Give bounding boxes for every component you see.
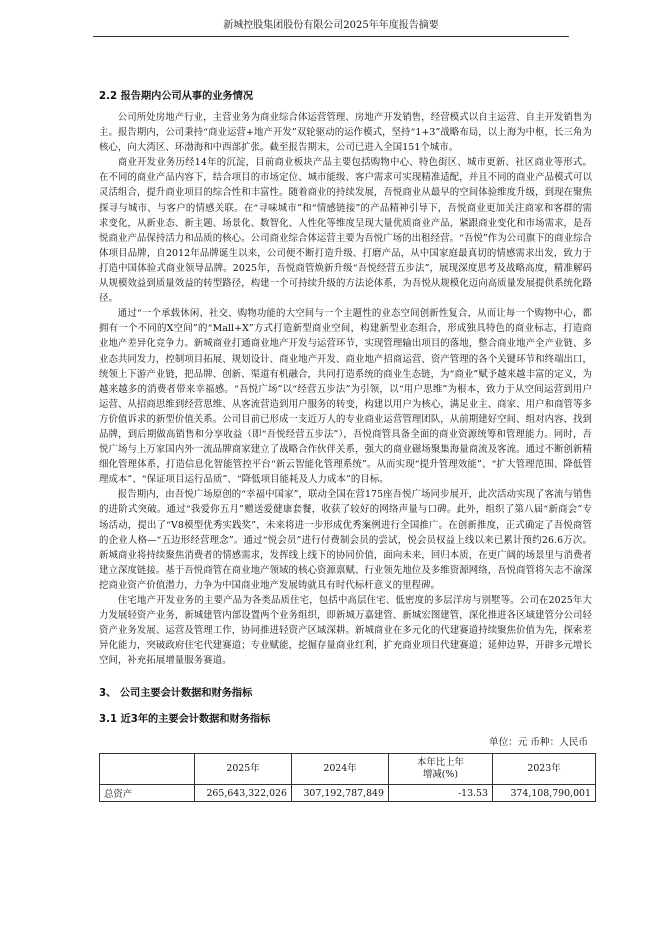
- paragraph-mall-x: 通过“一个承载休闲、社交、购物功能的大空间与一个主题性的业态空间创新性复合，从而让每一个购物中心，都拥有一个不同的X空间”的“Mall+X”方式打造新型商业空间，构建新型业态组合，形成独具特色的商业标志，打造商业地产差异化竞争力。新城商业打通商业地产开发与运营环节，实现管理输出项目的落地，整合商业地产全产业链、多业态共同发力，控制项目拓展、规划设计、商业地产开发、商业地产招商运营、资产管理的各个关键环节和终端出口，统领上下游产业链，把品牌、创新、渠道有机融合，共同打造系统的商业生态链，为“商业”赋予越来越丰富的定义，为越来越多的消费者带来幸福感。“吾悦广场”以“经营五步法”为引领，以“用户思维”为根本，致力于从空间运营到用户运营、从招商思维到经营思维、从客流营造到用户服务的转变，构建以用户为核心，满足业主、商家、用户和商管等多方价值诉求的新型价值关系。公司目前已形成一支近万人的专业商业运营管理团队，从前期建好空间、组对内容、找到品牌，到后期做高销售和分享收益（即“吾悦经营五步法”），吾悦商管具备全面的商业资源统筹和管理能力。同时，吾悦广场与上万家国内外一流品牌商家建立了战略合作伙伴关系，强大的商业磁场聚集海量商流及客流。通过不断创新精细化管理体系，打造信息化智能管控平台“新云智能化管理系统”。从而实现“提升管理效能”、“扩大管理范围、降低管理成本”、“保证项目运行品质”、“降低项目能耗及人力成本”的目标。: [99, 308, 593, 486]
- section-3-1-heading: 3.1 近3年的主要会计数据和财务指标: [99, 714, 271, 726]
- paragraph-commercial-development: 商业开发业务历经14年的沉淀，目前商业板块产品主要包括购物中心、特色街区、城市更新、社区商业等形式。在不同的商业产品内容下，结合项目的市场定位、城市能级、客户需求可实现精准适配，并且不同的商业产品模式可以灵活组合，提升商业项目的综合性和丰富性。随着商业的持续发展，吾悦商业从最早的空间体验维度升级，到现在聚焦探寻与城市、与客户的情感关联。在“寻味城市”和“情感链接”的产品精神引导下，吾悦商业更加关注商家和客群的需求变化，从新业态、新主题、场景化、数智化、人性化等维度呈现大量优质商业产品，紧跟商业变化和市场需求，是吾悦商业产品保持活力和品质的核心。公司商业综合体运营主要为吾悦广场的出租经营。“吾悦”作为公司旗下的商业综合体项目品牌，自2012年品牌诞生以来，公司便不断打造升级、打磨产品，从中国家庭最真切的情感需求出发，致力于打造中国体验式商业领导品牌。2025年，吾悦商管焕新升级“吾悦经营五步法”，展现深度思考及战略高度，精准解码从规模效益到质量效益的转型路径，构建一个可持续升级的方法论体系，为吾悦从规模化迈向高质量发展提供系统化路径。: [99, 157, 593, 305]
- table-header-cell: 2025年: [195, 754, 292, 785]
- unit-label: 单位：元 币种：人民币: [489, 737, 588, 749]
- table-header-cell: 2023年: [493, 754, 596, 785]
- table-header-cell: 本年比上年 增减(%): [389, 754, 493, 785]
- paragraph-residential: 住宅地产开发业务的主要产品为各类品质住宅，包括中高层住宅、低密度的多层洋房与别墅等。公司在2025年大力发展轻资产业务，新城建管内部设置两个业务组织，即新城万嘉建管、新城宏图建管，深化推进各区域建管分公司轻资产业务发展、运营及管理工作，协同推进轻资产区域深耕。新城商业在多元化的代建赛道持续聚焦价值为先，探索差异化能力，突破政府住宅代建赛道；专业赋能，挖掘存量商业红利，扩充商业项目代建赛道；延伸边界，开辟多元增长空间，补充拓展增量服务赛道。: [99, 595, 592, 667]
- paragraph-reporting-period: 报告期内，由吾悦广场原创的“幸福中国家”，联动全国在营175座吾悦广场同步展开，此次活动实现了客流与销售的进阶式突破。通过“我爱你五月”赠送爱健康套餐，收获了较好的网络声量与口碑。此外，组织了第八届“新商会”专场活动，提出了“V8模型优秀实践奖”，未来将进一步形成优秀案例进行全国推广。在创新推度，正式确定了吾悦商管的企业人格—“五边形经营理念”。通过“悦会员”进行付费制会员的尝试，悦会员权益上线以来已累计预约26.6万次。新城商业将持续聚焦消费者的情感需求，发挥线上线下的协同价值，面向未来，回归本质，在更广阔的场景里与消费者建立深度链接。基于吾悦商管在商业地产领域的核心资源禀赋、行业领先地位及多维资源网络，吾悦商管将矢志不渝深挖商业资产价值潜力，力争为中国商业地产发展铸就具有时代标杆意义的里程碑。: [99, 489, 592, 591]
- table-row: [100, 785, 596, 802]
- table-cell: 265,643,322,026: [195, 785, 292, 802]
- page-header: 新城控股集团股份有限公司2025年年度报告摘要: [93, 16, 569, 37]
- section-3-heading: 3、 公司主要会计数据和财务指标: [99, 688, 253, 700]
- table-cell: 374,108,790,001: [493, 785, 596, 802]
- table-cell: -13.53: [389, 785, 493, 802]
- table-header-cell: [100, 754, 195, 785]
- paragraph-business-model: 公司所处房地产行业，主营业务为商业综合体运营管理、房地产开发销售，经营模式以自主运营、自主开发销售为主。报告期内，公司秉持“商业运营+地产开发”双轮驱动的运作模式，坚持“1+3”战略布局，以上海为中枢，长三角为核心，向大湾区、环渤海和中西部扩张。截至报告期末，公司已进入全国151个城市。: [99, 112, 592, 154]
- table-cell: 总资产: [100, 785, 195, 802]
- page-content: [99, 90, 592, 802]
- table-cell: 307,192,787,849: [292, 785, 389, 802]
- financial-table: [99, 753, 596, 802]
- table-header-row: [100, 754, 596, 785]
- table-header-cell: 2024年: [292, 754, 389, 785]
- section-2-2-heading: 2.2 报告期内公司从事的业务情况: [99, 91, 254, 102]
